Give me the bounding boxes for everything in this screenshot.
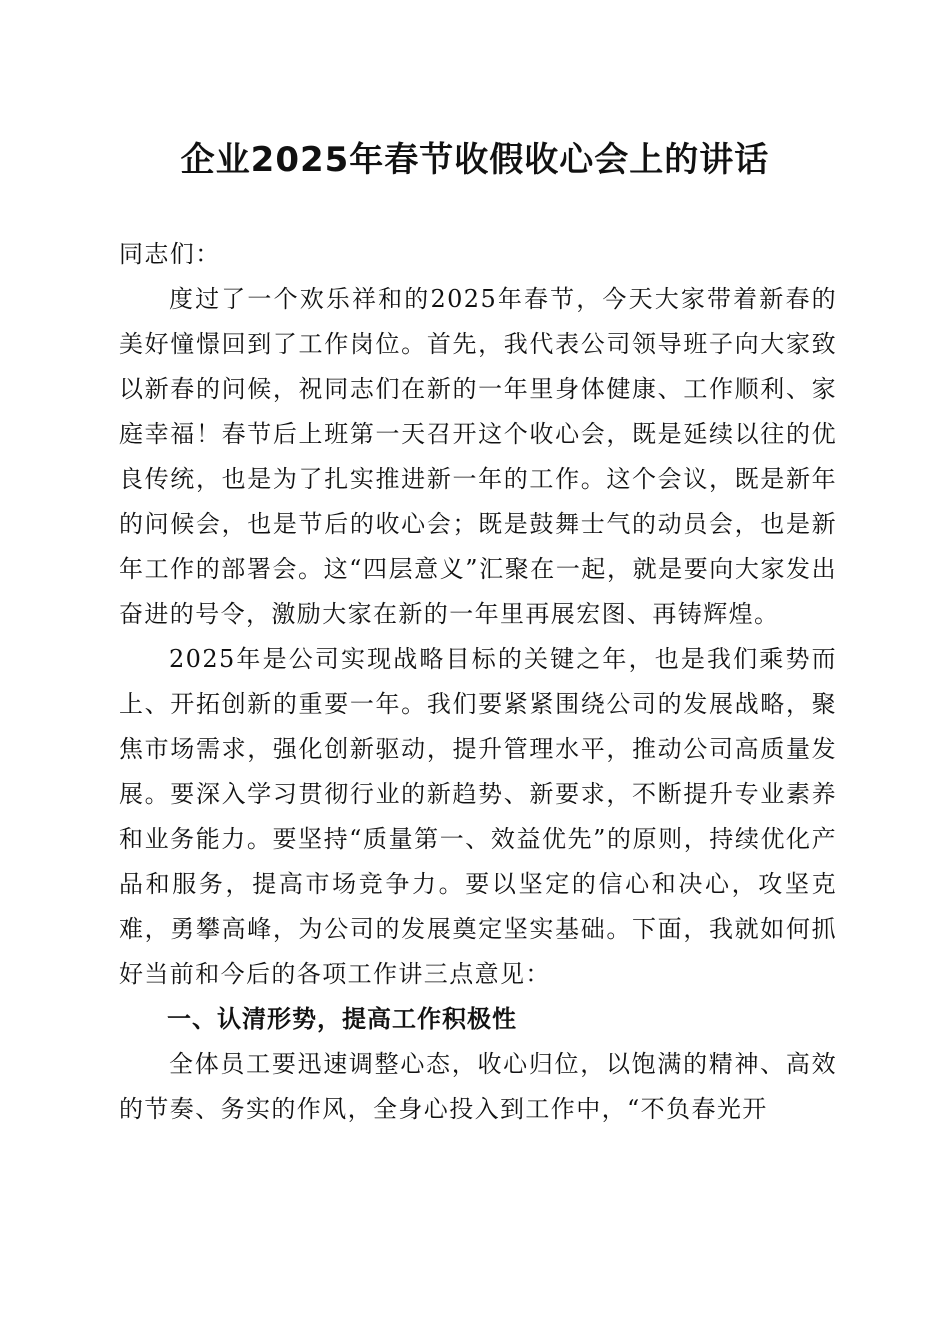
salutation: 同志们： [119, 240, 221, 268]
document-body [119, 232, 837, 1132]
paragraph-opening: 度过了一个欢乐祥和的2025年春节，今天大家带着新春的美好憧憬回到了工作岗位。首先，我代表公司领导班子向大家致以新春的问候，祝同志们在新的一年里身体健康、工作顺利、家庭幸福！春节后上班第一天召开这个收心会，既是延续以往的优良传统，也是为了扎实推进新一年的工作。这个会议，既是新年的问候会，也是节后的收心会；既是鼓舞士气的动员会，也是新年工作的部署会。这“四层意义”汇聚在一起，就是要向大家发出奋进的号令，激励大家在新的一年里再展宏图、再铸辉煌。 [119, 285, 837, 628]
paragraph-strategy: 2025年是公司实现战略目标的关键之年，也是我们乘势而上、开拓创新的重要一年。我们要紧紧围绕公司的发展战略，聚焦市场需求，强化创新驱动，提升管理水平，推动公司高质量发展。要深入学习贯彻行业的新趋势、新要求，不断提升专业素养和业务能力。要坚持“质量第一、效益优先”的原则，持续优化产品和服务，提高市场竞争力。要以坚定的信心和决心，攻坚克难，勇攀高峰，为公司的发展奠定坚实基础。下面，我就如何抓好当前和今后的各项工作讲三点意见： [119, 645, 837, 988]
section-heading: 一、认清形势，提高工作积极性 [167, 1005, 517, 1033]
section-paragraph: 全体员工要迅速调整心态，收心归位，以饱满的精神、高效的节奏、务实的作风，全身心投入到工作中，“不负春光开 [119, 1050, 837, 1123]
document-title: 企业2025年春节收假收心会上的讲话 [180, 140, 770, 180]
